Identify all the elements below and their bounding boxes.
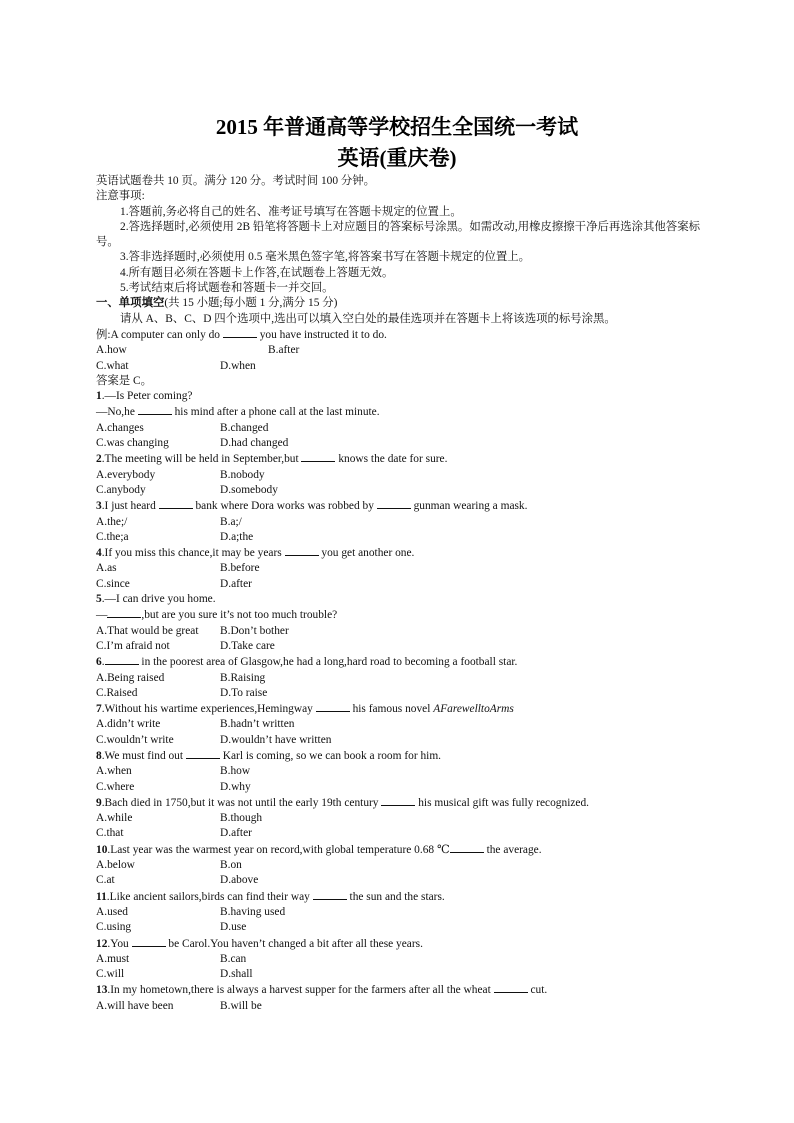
section-heading — [96, 296, 706, 311]
options-row — [96, 686, 706, 701]
option-b: B.nobody — [220, 468, 265, 481]
question-stem: 13.In my hometown,there is always a harvest supper for the farmers after all the wheat cut. — [96, 984, 548, 997]
options-row — [96, 873, 706, 888]
options-row — [96, 561, 706, 576]
option-d: D.after — [220, 827, 252, 840]
option-c: C.where — [96, 780, 135, 793]
option-c: C.will — [96, 968, 125, 981]
option-c: C.at — [96, 874, 115, 887]
answer-blank — [381, 795, 415, 806]
option-a: A.didn’t write — [96, 718, 161, 731]
question-number: 10 — [96, 843, 108, 856]
options-row — [96, 421, 706, 436]
example-options-row — [96, 343, 706, 358]
question-number: 4 — [96, 547, 102, 560]
options-row — [96, 858, 706, 873]
option-d: D.a;the — [220, 530, 254, 543]
options-row — [96, 436, 706, 451]
answer-blank — [285, 545, 319, 556]
option-d: D.had changed — [220, 437, 289, 450]
option-b: B.after — [268, 344, 300, 357]
exam-content — [96, 174, 706, 1014]
options-row — [96, 468, 706, 483]
question-number: 9 — [96, 796, 102, 809]
option-b: B.having used — [220, 905, 286, 918]
option-a: A.when — [96, 765, 132, 778]
option-b: B.Don’t bother — [220, 624, 289, 637]
question-stem: 8.We must find out Karl is coming, so we can book a room for him. — [96, 749, 442, 762]
question-stem-line: — ,but are you sure it’s not too much trouble? — [96, 609, 338, 622]
section-heading-label: 一、单项填空 — [96, 297, 165, 310]
answer-blank — [107, 607, 141, 618]
option-d: D.To raise — [220, 686, 268, 699]
options-row — [96, 639, 706, 654]
option-b: B.Raising — [220, 671, 266, 684]
question-number: 1 — [96, 390, 102, 403]
option-d: D.after — [220, 577, 252, 590]
question-number: 5 — [96, 593, 102, 606]
options-row — [96, 999, 706, 1014]
question-number: 8 — [96, 749, 102, 762]
options-row — [96, 483, 706, 498]
options-row — [96, 764, 706, 779]
option-a: A.must — [96, 952, 130, 965]
answer-blank — [223, 327, 257, 338]
option-c: C.I’m afraid not — [96, 639, 170, 652]
options-row — [96, 811, 706, 826]
option-d: D.wouldn’t have written — [220, 733, 332, 746]
option-a: A.used — [96, 905, 128, 918]
option-c: C.was changing — [96, 437, 169, 450]
options-row — [96, 967, 706, 982]
notice-item: 1.答题前,务必将自己的姓名、准考证号填写在答题卡规定的位置上。 — [120, 205, 462, 218]
section-instruction: 请从 A、B、C、D 四个选项中,选出可以填入空白处的最佳选项并在答题卡上将该选项的标号涂黑。 — [120, 312, 616, 325]
option-b: B.hadn’t written — [220, 718, 295, 731]
options-row — [96, 733, 706, 748]
option-c: C.using — [96, 921, 132, 934]
option-c: C.what — [96, 359, 129, 372]
option-a: A.how — [96, 344, 127, 357]
answer-blank — [313, 889, 347, 900]
question-number: 13 — [96, 984, 108, 997]
options-row — [96, 920, 706, 935]
answer-blank — [159, 498, 193, 509]
option-d: D.somebody — [220, 483, 278, 496]
option-a: A.changes — [96, 421, 144, 434]
option-c: C.the;a — [96, 530, 129, 543]
option-a: A.while — [96, 812, 133, 825]
option-a: A.everybody — [96, 468, 156, 481]
exam-info: 英语试题卷共 10 页。满分 120 分。考试时间 100 分钟。 — [96, 175, 376, 187]
question-number: 6 — [96, 656, 102, 669]
answer-blank — [301, 451, 335, 462]
question-number: 7 — [96, 703, 102, 716]
option-a: A.Being raised — [96, 671, 165, 684]
option-b: B.before — [220, 562, 260, 575]
answer-blank — [186, 748, 220, 759]
option-a: A.below — [96, 859, 135, 872]
options-row — [96, 717, 706, 732]
question-number: 2 — [96, 453, 102, 466]
question-stem: 2.The meeting will be held in September,but knows the date for sure. — [96, 453, 448, 466]
option-d: D.why — [220, 780, 251, 793]
novel-title: AFarewelltoArms — [433, 703, 514, 716]
example-options-row — [96, 359, 706, 374]
options-row — [96, 952, 706, 967]
question-number: 12 — [96, 937, 108, 950]
option-d: D.when — [220, 359, 256, 372]
notice-heading: 注意事项: — [96, 190, 145, 203]
answer-blank — [105, 654, 139, 665]
exam-subtitle: 英语(重庆卷) — [337, 146, 457, 170]
section-heading-scoring: (共 15 小题;每小题 1 分,满分 15 分) — [164, 297, 338, 310]
question-stem: 5.—I can drive you home. — [96, 593, 216, 606]
question-stem: 4.If you miss this chance,it may be years you get another one. — [96, 547, 415, 560]
question-stem: 11.Like ancient sailors,birds can find their way the sun and the stars. — [96, 890, 445, 903]
answer-blank — [450, 842, 484, 853]
option-c: C.Raised — [96, 686, 138, 699]
option-c: C.wouldn’t write — [96, 733, 174, 746]
options-row — [96, 826, 706, 841]
question-number: 3 — [96, 500, 102, 513]
answer-blank — [494, 982, 528, 993]
question-stem: 1.—Is Peter coming? — [96, 390, 193, 403]
options-row — [96, 671, 706, 686]
option-b: B.changed — [220, 421, 269, 434]
option-a: A.the;/ — [96, 515, 128, 528]
options-row — [96, 577, 706, 592]
notice-item: 3.答非选择题时,必须使用 0.5 毫米黑色签字笔,将答案书写在答题卡规定的位置上。 — [120, 251, 531, 264]
option-a: A.as — [96, 562, 117, 575]
option-d: D.use — [220, 921, 247, 934]
options-row — [96, 905, 706, 920]
options-row — [96, 780, 706, 795]
question-stem: 3.I just heard bank where Dora works was robbed by gunman wearing a mask. — [96, 500, 528, 513]
question-stem: 6. in the poorest area of Glasgow,he had a long,hard road to becoming a football star. — [96, 656, 518, 669]
option-c: C.anybody — [96, 483, 146, 496]
options-row — [96, 515, 706, 530]
option-b: B.how — [220, 765, 251, 778]
notice-item: 2.答选择题时,必须使用 2B 铅笔将答题卡上对应题目的答案标号涂黑。如需改动,用橡皮擦擦干净后再选涂其他答案标号。 — [96, 220, 700, 249]
notice-item: 4.所有题目必须在答题卡上作答,在试题卷上答题无效。 — [120, 266, 394, 279]
option-d: D.above — [220, 874, 259, 887]
question-stem: 7.Without his wartime experiences,Hemingway his famous novel AFarewelltoArms — [96, 703, 514, 716]
exam-title: 2015 年普通高等学校招生全国统一考试 — [215, 115, 579, 139]
option-b: B.will be — [220, 999, 262, 1012]
question-stem: 12.You be Carol.You haven’t changed a bit after all these years. — [96, 937, 423, 950]
option-b: B.a;/ — [220, 515, 242, 528]
notice-item: 5.考试结束后将试题卷和答题卡一并交回。 — [120, 282, 334, 295]
option-c: C.since — [96, 577, 130, 590]
question-stem: 10.Last year was the warmest year on record,with global temperature 0.68 ℃ the average. — [96, 843, 542, 856]
option-b: B.though — [220, 812, 263, 825]
option-d: D.Take care — [220, 639, 275, 652]
option-a: A.will have been — [96, 999, 174, 1012]
question-stem: 9.Bach died in 1750,but it was not until the early 19th century his musical gift was fully recognized. — [96, 796, 590, 809]
question-number: 11 — [96, 890, 107, 903]
option-d: D.shall — [220, 968, 253, 981]
option-c: C.that — [96, 827, 124, 840]
options-row — [96, 530, 706, 545]
example-answer: 答案是 C。 — [96, 374, 153, 387]
option-b: B.on — [220, 859, 242, 872]
option-b: B.can — [220, 952, 247, 965]
answer-blank — [138, 404, 172, 415]
options-row — [96, 624, 706, 639]
question-stem-line: —No,he his mind after a phone call at the last minute. — [96, 406, 380, 419]
answer-blank — [132, 936, 166, 947]
answer-blank — [377, 498, 411, 509]
answer-blank — [316, 701, 350, 712]
option-a: A.That would be great — [96, 624, 199, 637]
example-stem: 例:A computer can only do you have instructed it to do. — [96, 328, 387, 341]
